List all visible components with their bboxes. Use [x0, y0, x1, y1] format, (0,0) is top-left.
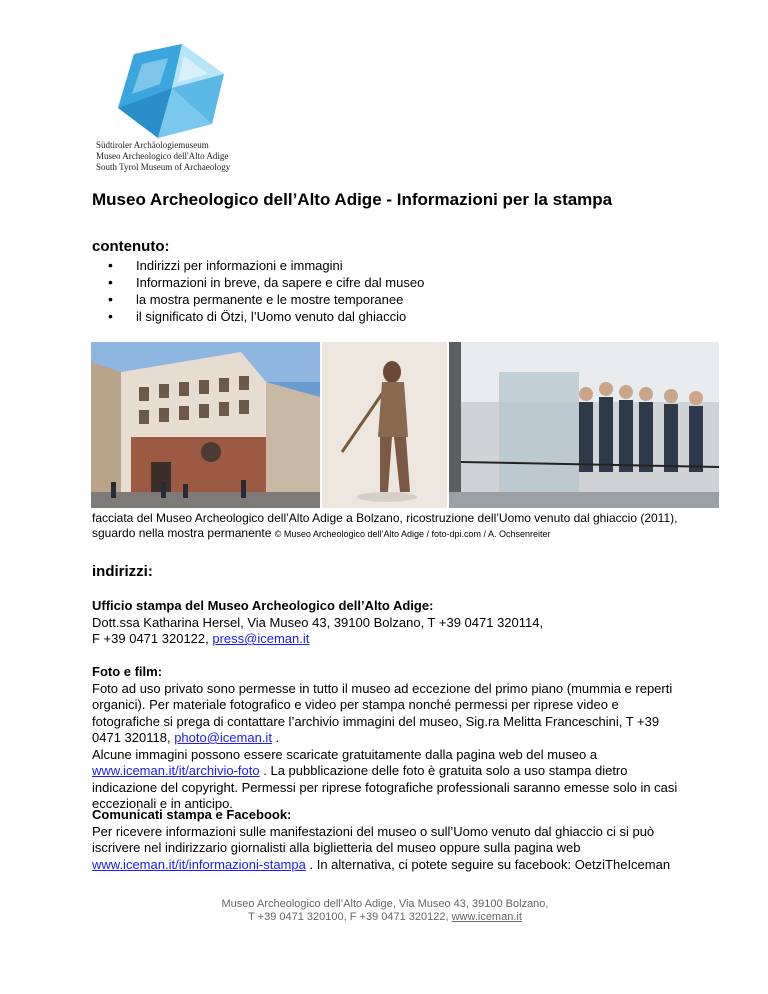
- comunicati-text-2: . In alternativa, ci potete seguire su facebook: OetziTheIceman: [309, 856, 671, 872]
- photo-caption: [92, 511, 692, 542]
- comunicati-heading: Comunicati stampa e Facebook:: [92, 807, 292, 822]
- ufficio-text-1: Dott.ssa Katharina Hersel, Via Museo 43, 39100 Bolzano, T +39 0471 320114,: [92, 614, 544, 630]
- list-item: • Informazioni in breve, da sapere e cifre dal museo: [108, 274, 424, 291]
- foto-heading: Foto e film:: [92, 664, 163, 679]
- press-email-link[interactable]: press@iceman.it: [212, 631, 310, 646]
- foto-film-section: Foto e film: Foto ad uso privato sono permesse in tutto il museo ad eccezione del primo piano (mummia e reperti organici). Per materiale fotografico e video per stampa nonché permessi per riprese video e fotografiche si prega di contattare l’archivio immagini del museo, Sig.ra Melitta Franceschini, T +39 0471 320118, photo@iceman.it . Alcune immagini possono essere scaricate gratuitamente dalla pagina web del museo a www.iceman.it/it/archivio-foto . La pubblicazione delle foto è gratuita solo a uso stampa dietro indicazione del copyright. Permessi per riprese fotografiche professionali saranno emesse solo in casi eccezionali e in anticipo.: [92, 664, 678, 811]
- list-item: • il significato di Ötzi, l’Uomo venuto dal ghiaccio: [108, 308, 424, 325]
- museum-logo: [96, 44, 256, 176]
- iceman-reconstruction-photo: [322, 342, 447, 508]
- logo-line-en: South Tyrol Museum of Archaeology: [96, 162, 231, 172]
- comunicati-text-1: Per ricevere informazioni sulle manifestazioni del museo o sull’Uomo venuto dal ghiaccio ci si può iscrivere nel indirizzario giornalisti alla biglietteria del museo oppure sulla pagina web: [92, 823, 655, 855]
- footer-line-1: Museo Archeologico dell’Alto Adige, Via Museo 43, 39100 Bolzano,: [221, 898, 549, 910]
- indirizzi-heading: indirizzi:: [92, 563, 153, 580]
- caption-credit: © Museo Archeologico dell’Alto Adige / foto-dpi.com / A. Ochsenreiter: [274, 529, 551, 539]
- contenuto-list: [108, 257, 424, 325]
- exhibition-visitors-photo: [449, 342, 719, 508]
- ufficio-stampa-section: [92, 598, 682, 648]
- informazioni-stampa-link[interactable]: www.iceman.it/it/informazioni-stampa: [92, 856, 306, 872]
- ice-cube-logo-icon: [112, 44, 228, 138]
- caption-text: facciata del Museo Archeologico dell’Alto Adige a Bolzano, ricostruzione dell’Uomo venuto dal ghiaccio (2011), sguardo nella mostra permanente: [92, 511, 678, 540]
- ufficio-heading: Ufficio stampa del Museo Archeologico dell’Alto Adige:: [92, 598, 434, 613]
- museum-facade-photo: [91, 342, 320, 508]
- ufficio-text-2: F +39 0471 320122,: [92, 631, 209, 646]
- footer-line-2: T +39 0471 320100, F +39 0471 320122,: [248, 911, 449, 923]
- list-item: • la mostra permanente e le mostre temporanee: [108, 291, 424, 308]
- foto-text-3: . La pubblicazione delle foto è gratuita solo a uso stampa dietro indicazione del copyright. Permessi per riprese fotografiche professionali saranno emesse solo in casi eccezionali e in anticipo.: [92, 763, 678, 811]
- foto-text-1: Foto ad uso privato sono permesse in tutto il museo ad eccezione del primo piano (mummia e reperti organici). Per materiale fotografico e video per stampa nonché permessi per riprese video e fotografiche si prega di contattare l’archivio immagini del museo, Sig.ra Melitta Franceschini, T +39 0471 320118,: [92, 680, 673, 745]
- footer-website-link[interactable]: www.iceman.it: [451, 911, 522, 923]
- comunicati-section: [92, 807, 682, 873]
- contenuto-heading: contenuto:: [92, 238, 170, 255]
- logo-line-it: Museo Archeologico dell'Alto Adige: [96, 151, 229, 161]
- photo-strip: [91, 342, 719, 508]
- photo-email-link[interactable]: photo@iceman.it: [174, 730, 272, 745]
- foto-text-2: Alcune immagini possono essere scaricate gratuitamente dalla pagina web del museo a: [92, 746, 598, 762]
- page-title: Museo Archeologico dell’Alto Adige - Informazioni per la stampa: [92, 190, 613, 209]
- logo-line-de: Südtiroler Archäologiemuseum: [96, 140, 209, 150]
- list-item: • Indirizzi per informazioni e immagini: [108, 257, 424, 274]
- page-footer: [150, 898, 620, 924]
- archivio-foto-link[interactable]: www.iceman.it/it/archivio-foto: [92, 763, 260, 778]
